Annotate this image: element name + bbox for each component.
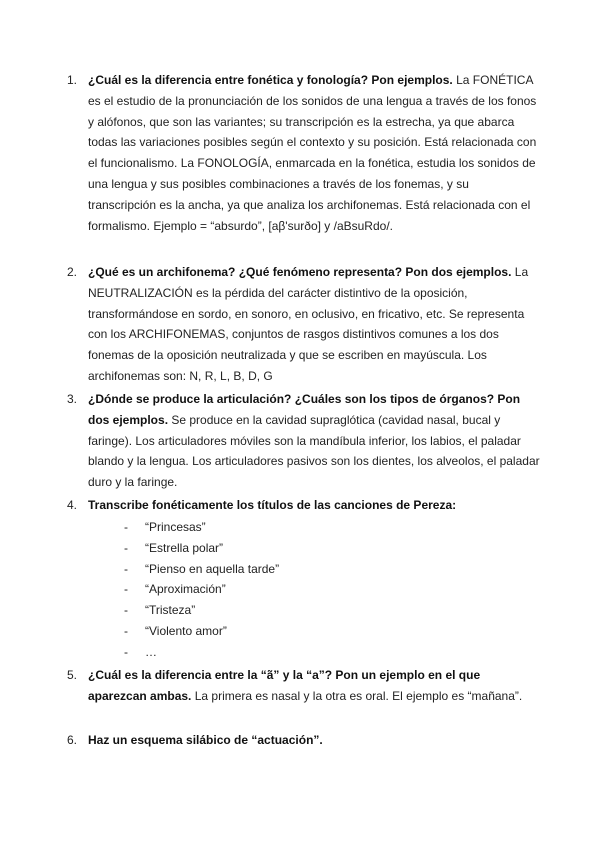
song-list-item — [124, 517, 206, 538]
question-text: ¿Cuál es la diferencia entre fonética y fonología? Pon ejemplos. — [88, 73, 453, 87]
song-list-item — [124, 600, 195, 621]
song-title: “Violento amor” — [145, 624, 227, 638]
song-list-item — [124, 538, 223, 559]
question-4 — [67, 495, 540, 516]
question-text: ¿Qué es un archifonema? ¿Qué fenómeno representa? Pon dos ejemplos. — [88, 265, 512, 279]
question-text: ¿Dónde se produce la articulación? ¿Cuáles son los tipos de órganos? Pon dos ejemplos. — [88, 392, 521, 427]
bullet-dash: - — [124, 582, 128, 596]
song-title: “Estrella polar” — [145, 541, 224, 555]
question-text: Haz un esquema silábico de “actuación”. — [88, 733, 323, 747]
bullet-dash: - — [124, 562, 128, 576]
question-number: 6. — [67, 733, 78, 747]
question-number: 1. — [67, 73, 78, 87]
song-title: “Tristeza” — [145, 603, 196, 617]
question-6 — [67, 730, 540, 751]
bullet-dash: - — [124, 645, 128, 659]
song-list-item — [124, 621, 227, 642]
question-2 — [67, 262, 540, 387]
song-title: “Aproximación” — [145, 582, 226, 596]
bullet-dash: - — [124, 541, 128, 555]
song-title: “Pienso en aquella tarde” — [145, 562, 280, 576]
song-list-item — [124, 559, 279, 580]
question-number: 5. — [67, 668, 78, 682]
question-1 — [67, 70, 540, 236]
question-number: 4. — [67, 498, 78, 512]
answer-text: La NEUTRALIZACIÓN es la pérdida del carácter distintivo de la oposición, transformándose en sordo, en sonoro, en oclusivo, en fricativo, etc. Se representa con los ARCHIFONEMAS, conjuntos de rasgos distintivos comunes a los dos fonemas de la oposición neutralizada y que se escriben en mayúscula. Los archifonemas son: N, R, L, B, D, G — [88, 265, 529, 383]
question-number: 2. — [67, 265, 78, 279]
bullet-dash: - — [124, 520, 128, 534]
song-title: “Princesas” — [145, 520, 206, 534]
question-text: ¿Cuál es la diferencia entre la “ã” y la “a”? Pon un ejemplo en el que aparezcan ambas. — [88, 668, 481, 703]
bullet-dash: - — [124, 624, 128, 638]
song-list-item — [124, 579, 226, 600]
answer-text: La FONÉTICA es el estudio de la pronunciación de los sonidos de una lengua a través de los fonos y alófonos, que son las variantes; su transcripción es la estrecha, ya que abarca todas las variaciones posibles según el contexto y su posición. Está relacionada con el funcionalismo. La FONOLOGÍA, enmarcada en la fonética, estudia los sonidos de una lengua y sus posibles combinaciones a través de los fonemas, y su transcripción es la ancha, ya que analiza los archifonemas. Está relacionada con el formalismo. Ejemplo = “absurdo”, [aβ'surðo] y /aBsuRdo/. — [88, 73, 537, 233]
question-text: Transcribe fonéticamente los títulos de las canciones de Pereza: — [88, 498, 457, 512]
song-list-item — [124, 642, 157, 663]
answer-text: La primera es nasal y la otra es oral. El ejemplo es “mañana”. — [194, 688, 523, 703]
question-5 — [67, 665, 540, 707]
bullet-dash: - — [124, 603, 128, 617]
question-3 — [67, 389, 540, 493]
answer-text: Se produce en la cavidad supraglótica (cavidad nasal, bucal y faringe). Los articuladores móviles son la mandíbula inferior, los labios, el paladar blando y la lengua. Los articuladores pasivos son los dientes, los alveolos, el paladar duro y la faringe. — [88, 412, 540, 490]
song-title: … — [145, 645, 157, 659]
question-number: 3. — [67, 392, 78, 406]
